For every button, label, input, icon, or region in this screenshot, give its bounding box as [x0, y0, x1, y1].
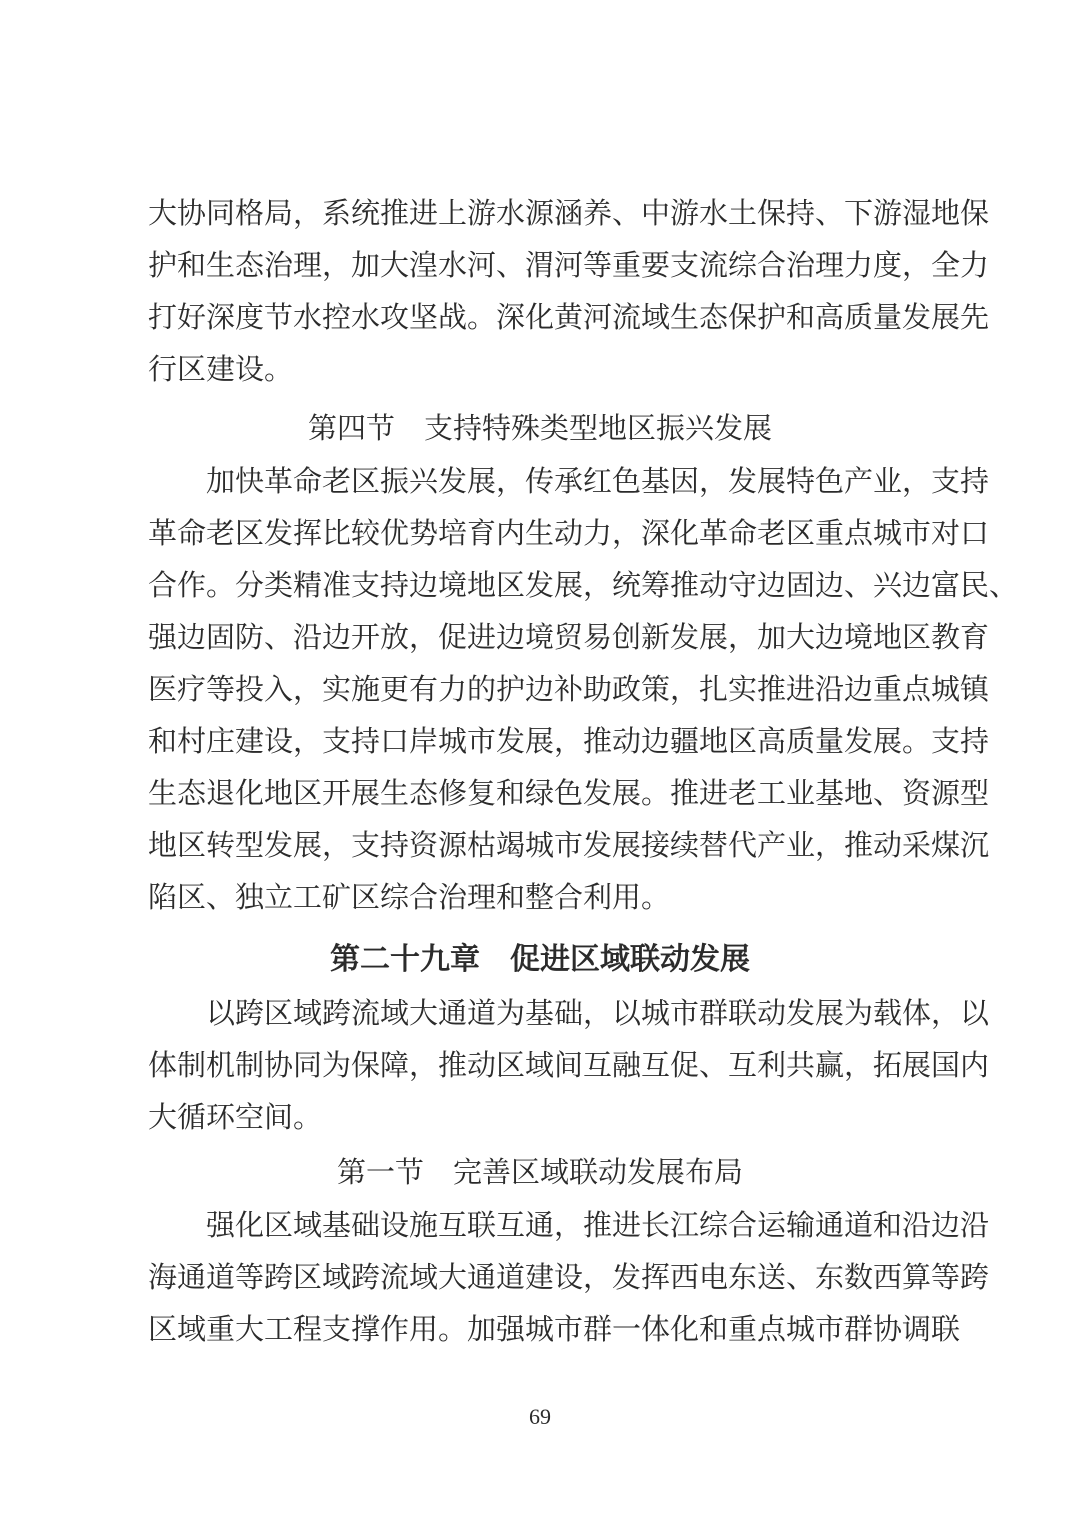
paragraph-line: 革命老区发挥比较优势培育内生动力，深化革命老区重点城市对口	[148, 516, 990, 550]
paragraph-line: 打好深度节水控水攻坚战。深化黄河流域生态保护和高质量发展先	[148, 300, 990, 334]
paragraph-line: 合作。分类精准支持边境地区发展，统筹推动守边固边、兴边富民、	[148, 568, 1019, 602]
paragraph-line: 地区转型发展，支持资源枯竭城市发展接续替代产业，推动采煤沉	[148, 828, 990, 862]
paragraph-line: 行区建设。	[148, 352, 294, 386]
paragraph-line: 生态退化地区开展生态修复和绿色发展。推进老工业基地、资源型	[148, 776, 990, 810]
paragraph-1	[148, 187, 990, 395]
paragraph-line: 护和生态治理，加大湟水河、渭河等重要支流综合治理力度，全力	[148, 248, 990, 282]
paragraph-line: 陷区、独立工矿区综合治理和整合利用。	[148, 880, 671, 914]
paragraph-line: 医疗等投入，实施更有力的护边补助政策，扎实推进沿边重点城镇	[148, 672, 990, 706]
paragraph-line: 大协同格局，系统推进上游水源涵养、中游水土保持、下游湿地保	[148, 196, 990, 230]
section-heading: 第四节 支持特殊类型地区振兴发展	[307, 411, 772, 445]
chapter-heading: 第二十九章 促进区域联动发展	[330, 942, 750, 977]
section-heading: 第一节 完善区域联动发展布局	[336, 1155, 743, 1189]
paragraph-line: 以跨区域跨流域大通道为基础，以城市群联动发展为载体，以	[206, 996, 990, 1030]
paragraph-line: 和村庄建设，支持口岸城市发展，推动边疆地区高质量发展。支持	[148, 724, 990, 758]
paragraph-line: 加快革命老区振兴发展，传承红色基因，发展特色产业，支持	[206, 464, 990, 498]
paragraph-line: 海通道等跨区域跨流域大通道建设，发挥西电东送、东数西算等跨	[148, 1260, 990, 1294]
paragraph-line: 区域重大工程支撑作用。加强城市群一体化和重点城市群协调联	[148, 1312, 961, 1346]
paragraph-line: 强化区域基础设施互联互通，推进长江综合运输通道和沿边沿	[206, 1208, 990, 1242]
paragraph-line: 大循环空间。	[148, 1100, 323, 1134]
paragraph-line: 体制机制协同为保障，推动区域间互融互促、互利共赢，拓展国内	[148, 1048, 990, 1082]
paragraph-4	[148, 1199, 990, 1355]
paragraph-line: 强边固防、沿边开放，促进边境贸易创新发展，加大边境地区教育	[148, 620, 990, 654]
paragraph-2	[148, 455, 1019, 923]
paragraph-3	[148, 987, 990, 1143]
page-number: 69	[529, 1404, 551, 1429]
